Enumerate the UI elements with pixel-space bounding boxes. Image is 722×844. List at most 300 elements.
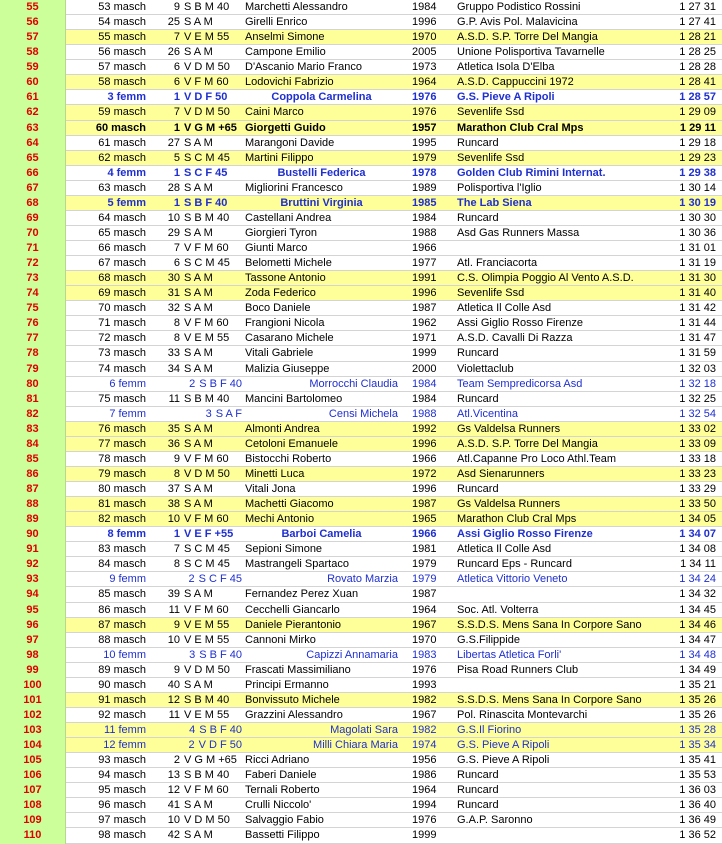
athlete-name-cell: Bruttini Virginia bbox=[280, 196, 363, 209]
category-label: S A M bbox=[184, 799, 213, 812]
category-label: V D M 50 bbox=[184, 61, 230, 74]
birth-year-cell: 1996 bbox=[412, 16, 437, 29]
athlete-name-cell: Crulli Niccolo' bbox=[245, 799, 312, 812]
gender-rank-cell: 89 masch bbox=[98, 663, 146, 676]
table-row bbox=[0, 422, 722, 437]
category-label: V E F +55 bbox=[184, 528, 234, 541]
finish-time-cell: 1 34 24 bbox=[679, 573, 716, 586]
athlete-name-cell: Frangioni Nicola bbox=[245, 317, 325, 330]
gender-rank-cell: 62 masch bbox=[98, 151, 146, 164]
position-cell: 94 bbox=[0, 587, 66, 602]
category-label: S A M bbox=[184, 362, 213, 375]
category-rank: 6 bbox=[173, 76, 180, 89]
birth-year-cell: 2005 bbox=[412, 46, 437, 59]
position-cell: 97 bbox=[0, 633, 66, 648]
club-cell: Runcard Eps - Runcard bbox=[457, 558, 572, 571]
table-row bbox=[0, 648, 722, 663]
category-label: S C M 45 bbox=[184, 151, 230, 164]
category-cell bbox=[150, 60, 242, 75]
gender-rank-cell: 96 masch bbox=[98, 799, 146, 812]
category-rank: 2 bbox=[188, 739, 195, 752]
category-label: S A M bbox=[184, 678, 213, 691]
club-cell: Runcard bbox=[457, 483, 499, 495]
position-cell: 104 bbox=[0, 738, 66, 753]
position-cell: 92 bbox=[0, 557, 66, 572]
club-cell: S.S.D.S. Mens Sana In Corpore Sano bbox=[457, 693, 642, 706]
athlete-name-cell: Boco Daniele bbox=[245, 302, 311, 315]
position-cell: 95 bbox=[0, 603, 66, 618]
position-cell: 77 bbox=[0, 331, 66, 346]
athlete-name-cell: Casarano Michele bbox=[245, 332, 334, 345]
category-cell bbox=[150, 407, 242, 422]
club-cell: G.P. Avis Pol. Malavicina bbox=[457, 16, 578, 29]
athlete-name-cell: D'Ascanio Mario Franco bbox=[245, 61, 363, 74]
table-row bbox=[0, 783, 722, 798]
birth-year-cell: 1984 bbox=[412, 1, 437, 13]
category-cell bbox=[150, 693, 242, 708]
position-cell: 81 bbox=[0, 392, 66, 407]
category-cell bbox=[150, 723, 242, 738]
category-cell bbox=[150, 813, 242, 828]
table-row bbox=[0, 708, 722, 723]
birth-year-cell: 1977 bbox=[412, 257, 437, 270]
category-label: V D M 50 bbox=[184, 814, 230, 827]
athlete-name-cell: Mechi Antonio bbox=[245, 513, 315, 526]
category-cell bbox=[150, 633, 242, 648]
club-cell: Runcard bbox=[457, 211, 499, 224]
category-rank: 10 bbox=[167, 814, 180, 827]
finish-time-cell: 1 31 01 bbox=[679, 242, 716, 254]
table-row bbox=[0, 211, 722, 226]
athlete-name-cell: Salvaggio Fabio bbox=[245, 814, 324, 827]
category-cell bbox=[150, 15, 242, 30]
birth-year-cell: 1956 bbox=[412, 754, 437, 767]
category-cell bbox=[150, 45, 242, 60]
finish-time-cell: 1 33 02 bbox=[679, 422, 716, 435]
category-label: S B F 40 bbox=[199, 724, 242, 736]
birth-year-cell: 1992 bbox=[412, 422, 437, 435]
category-label: V D F 50 bbox=[184, 91, 228, 104]
club-cell: Assi Giglio Rosso Firenze bbox=[457, 317, 583, 330]
finish-time-cell: 1 33 23 bbox=[679, 467, 716, 480]
table-row bbox=[0, 482, 722, 497]
athlete-name-cell: Barboi Camelia bbox=[281, 528, 362, 541]
gender-rank-cell: 64 masch bbox=[98, 211, 146, 224]
position-cell: 100 bbox=[0, 678, 66, 693]
table-row bbox=[0, 693, 722, 708]
category-rank: 3 bbox=[205, 407, 212, 420]
athlete-name-cell: Marangoni Davide bbox=[245, 136, 335, 149]
category-cell bbox=[150, 271, 242, 286]
athlete-name-cell: Ricci Adriano bbox=[245, 754, 310, 767]
finish-time-cell: 1 36 40 bbox=[679, 799, 716, 812]
gender-rank-cell: 8 femm bbox=[107, 528, 146, 541]
position-cell: 76 bbox=[0, 316, 66, 331]
position-cell: 105 bbox=[0, 753, 66, 768]
category-rank: 38 bbox=[167, 498, 180, 511]
birth-year-cell: 1987 bbox=[412, 588, 437, 601]
finish-time-cell: 1 28 21 bbox=[679, 31, 716, 44]
club-cell: Sevenlife Ssd bbox=[457, 151, 525, 164]
category-label: S A M bbox=[184, 437, 213, 450]
category-rank: 8 bbox=[173, 558, 180, 571]
position-cell: 66 bbox=[0, 166, 66, 181]
birth-year-cell: 1976 bbox=[412, 106, 437, 119]
category-cell bbox=[150, 211, 242, 226]
category-cell bbox=[150, 603, 242, 618]
category-cell bbox=[150, 377, 242, 392]
category-cell bbox=[150, 497, 242, 512]
table-row bbox=[0, 572, 722, 587]
category-rank: 32 bbox=[167, 302, 180, 315]
gender-rank-cell: 69 masch bbox=[98, 287, 146, 300]
gender-rank-cell: 7 femm bbox=[109, 407, 146, 420]
category-rank: 25 bbox=[167, 16, 180, 29]
position-cell: 109 bbox=[0, 813, 66, 828]
club-cell: G.S. Pieve A Ripoli bbox=[457, 754, 550, 767]
birth-year-cell: 1966 bbox=[412, 528, 437, 541]
position-cell: 88 bbox=[0, 497, 66, 512]
finish-time-cell: 1 33 29 bbox=[679, 483, 716, 495]
club-cell bbox=[457, 678, 657, 693]
club-cell: Unione Polisportiva Tavarnelle bbox=[457, 46, 605, 59]
club-cell: Gs Valdelsa Runners bbox=[457, 422, 561, 435]
birth-year-cell: 1976 bbox=[412, 663, 437, 676]
club-cell: Gs Valdelsa Runners bbox=[457, 498, 561, 511]
category-rank: 9 bbox=[173, 663, 180, 676]
position-cell: 85 bbox=[0, 452, 66, 467]
category-rank: 2 bbox=[188, 573, 195, 586]
category-rank: 37 bbox=[167, 483, 180, 495]
category-rank: 1 bbox=[173, 91, 180, 104]
table-row bbox=[0, 105, 722, 120]
category-cell bbox=[150, 105, 242, 120]
category-label: V D M 50 bbox=[184, 467, 230, 480]
athlete-name-cell: Almonti Andrea bbox=[245, 422, 320, 435]
club-cell: G.S.Filippide bbox=[457, 633, 520, 646]
category-rank: 4 bbox=[189, 724, 196, 736]
table-row bbox=[0, 241, 722, 256]
table-row bbox=[0, 346, 722, 361]
position-cell: 102 bbox=[0, 708, 66, 723]
position-cell: 106 bbox=[0, 768, 66, 783]
gender-rank-cell: 95 masch bbox=[98, 784, 146, 797]
finish-time-cell: 1 34 08 bbox=[679, 543, 716, 556]
club-cell: Atl. Franciacorta bbox=[457, 257, 538, 270]
club-cell: G.A.P. Saronno bbox=[457, 814, 533, 827]
position-cell: 59 bbox=[0, 60, 66, 75]
category-label: S A M bbox=[184, 272, 213, 285]
gender-rank-cell: 79 masch bbox=[98, 467, 146, 480]
club-cell: G.S.Il Fiorino bbox=[457, 724, 522, 736]
category-rank: 7 bbox=[173, 31, 180, 44]
gender-rank-cell: 63 masch bbox=[98, 181, 146, 194]
position-cell: 70 bbox=[0, 226, 66, 241]
category-cell bbox=[150, 783, 242, 798]
category-rank: 10 bbox=[167, 211, 180, 224]
category-label: S C M 45 bbox=[184, 543, 230, 556]
table-row bbox=[0, 768, 722, 783]
category-cell bbox=[150, 738, 242, 753]
table-row bbox=[0, 497, 722, 512]
table-row bbox=[0, 316, 722, 331]
club-cell: Pisa Road Runners Club bbox=[457, 663, 579, 676]
category-rank: 9 bbox=[173, 452, 180, 465]
category-cell bbox=[150, 90, 242, 105]
gender-rank-cell: 88 masch bbox=[98, 633, 146, 646]
position-cell: 89 bbox=[0, 512, 66, 527]
birth-year-cell: 1966 bbox=[412, 242, 437, 254]
club-cell bbox=[457, 241, 657, 256]
club-cell: Polisportiva l'Iglio bbox=[457, 181, 542, 194]
athlete-name-cell: Mastrangeli Spartaco bbox=[245, 558, 349, 571]
club-cell bbox=[457, 587, 657, 602]
category-rank: 36 bbox=[167, 437, 180, 450]
finish-time-cell: 1 34 45 bbox=[679, 603, 716, 616]
birth-year-cell: 1986 bbox=[412, 769, 437, 782]
table-row bbox=[0, 30, 722, 45]
category-label: S A M bbox=[184, 136, 213, 149]
table-row bbox=[0, 136, 722, 151]
category-label: V D M 50 bbox=[184, 663, 230, 676]
category-rank: 2 bbox=[189, 377, 196, 390]
table-row bbox=[0, 452, 722, 467]
category-label: V D M 50 bbox=[184, 106, 230, 119]
birth-year-cell: 1999 bbox=[412, 829, 437, 842]
finish-time-cell: 1 35 26 bbox=[679, 693, 716, 706]
birth-year-cell: 1999 bbox=[412, 347, 437, 360]
athlete-name-cell: Cannoni Mirko bbox=[245, 633, 316, 646]
category-cell bbox=[150, 512, 242, 527]
club-cell: Marathon Club Cral Mps bbox=[457, 513, 577, 526]
position-cell: 64 bbox=[0, 136, 66, 151]
gender-rank-cell: 70 masch bbox=[98, 302, 146, 315]
athlete-name-cell: Principi Ermanno bbox=[245, 678, 329, 691]
table-row bbox=[0, 226, 722, 241]
gender-rank-cell: 93 masch bbox=[98, 754, 146, 767]
table-row bbox=[0, 377, 722, 392]
athlete-name-cell: Capizzi Annamaria bbox=[306, 648, 398, 661]
club-cell: Atletica Il Colle Asd bbox=[457, 302, 552, 315]
category-rank: 39 bbox=[167, 588, 180, 601]
table-row bbox=[0, 663, 722, 678]
finish-time-cell: 1 35 26 bbox=[679, 708, 716, 721]
gender-rank-cell: 67 masch bbox=[98, 257, 146, 270]
category-rank: 1 bbox=[173, 196, 180, 209]
club-cell: Team Sempredicorsa Asd bbox=[457, 377, 583, 390]
table-row bbox=[0, 467, 722, 482]
category-cell bbox=[150, 422, 242, 437]
gender-rank-cell: 58 masch bbox=[98, 76, 146, 89]
position-cell: 60 bbox=[0, 75, 66, 90]
finish-time-cell: 1 27 31 bbox=[679, 1, 716, 13]
category-label: V F M 60 bbox=[184, 317, 229, 330]
category-label: S C M 45 bbox=[184, 558, 230, 571]
birth-year-cell: 1994 bbox=[412, 799, 437, 812]
gender-rank-cell: 55 masch bbox=[98, 31, 146, 44]
category-label: V F M 60 bbox=[184, 452, 229, 465]
birth-year-cell: 1964 bbox=[412, 76, 437, 89]
athlete-name-cell: Minetti Luca bbox=[245, 467, 305, 480]
position-cell: 62 bbox=[0, 105, 66, 120]
category-label: V F M 60 bbox=[184, 76, 229, 89]
table-row bbox=[0, 331, 722, 346]
category-cell bbox=[150, 452, 242, 467]
finish-time-cell: 1 34 46 bbox=[679, 618, 716, 631]
category-rank: 10 bbox=[167, 633, 180, 646]
birth-year-cell: 1957 bbox=[412, 121, 437, 134]
table-row bbox=[0, 256, 722, 271]
club-cell: Pol. Rinascita Montevarchi bbox=[457, 708, 588, 721]
finish-time-cell: 1 35 28 bbox=[679, 724, 716, 736]
category-rank: 9 bbox=[173, 618, 180, 631]
athlete-name-cell: Giorgetti Guido bbox=[245, 121, 326, 134]
category-label: V E M 55 bbox=[184, 708, 230, 721]
position-cell: 67 bbox=[0, 181, 66, 196]
category-label: S A M bbox=[184, 226, 213, 239]
athlete-name-cell: Vitali Gabriele bbox=[245, 347, 314, 360]
position-cell: 83 bbox=[0, 422, 66, 437]
club-cell: Atletica Isola D'Elba bbox=[457, 61, 555, 74]
category-cell bbox=[150, 30, 242, 45]
category-cell bbox=[150, 316, 242, 331]
athlete-name-cell: Caini Marco bbox=[245, 106, 304, 119]
finish-time-cell: 1 36 52 bbox=[679, 829, 716, 842]
category-label: S A M bbox=[184, 46, 213, 59]
position-cell: 87 bbox=[0, 482, 66, 497]
finish-time-cell: 1 28 41 bbox=[679, 76, 716, 89]
gender-rank-cell: 91 masch bbox=[98, 693, 146, 706]
category-rank: 12 bbox=[167, 784, 180, 797]
category-cell bbox=[150, 482, 242, 497]
birth-year-cell: 1981 bbox=[412, 543, 437, 556]
club-cell: A.S.D. Cavalli Di Razza bbox=[457, 332, 573, 345]
gender-rank-cell: 86 masch bbox=[98, 603, 146, 616]
position-cell: 55 bbox=[0, 0, 66, 15]
finish-time-cell: 1 33 50 bbox=[679, 498, 716, 511]
gender-rank-cell: 83 masch bbox=[98, 543, 146, 556]
category-rank: 11 bbox=[168, 708, 180, 721]
finish-time-cell: 1 30 36 bbox=[679, 226, 716, 239]
table-row bbox=[0, 798, 722, 813]
finish-time-cell: 1 35 53 bbox=[679, 769, 716, 782]
finish-time-cell: 1 31 40 bbox=[679, 287, 716, 300]
category-label: V F M 60 bbox=[184, 242, 229, 254]
category-rank: 7 bbox=[173, 543, 180, 556]
category-label: V G M +65 bbox=[184, 121, 237, 134]
birth-year-cell: 1988 bbox=[412, 226, 437, 239]
category-cell bbox=[150, 362, 242, 377]
athlete-name-cell: Milli Chiara Maria bbox=[313, 739, 398, 752]
category-rank: 1 bbox=[173, 121, 180, 134]
gender-rank-cell: 66 masch bbox=[98, 242, 146, 254]
birth-year-cell: 1964 bbox=[412, 603, 437, 616]
finish-time-cell: 1 31 19 bbox=[679, 257, 716, 270]
table-row bbox=[0, 738, 722, 753]
athlete-name-cell: Grazzini Alessandro bbox=[245, 708, 343, 721]
club-cell: Libertas Atletica Forli' bbox=[457, 648, 562, 661]
gender-rank-cell: 54 masch bbox=[98, 16, 146, 29]
athlete-name-cell: Rovato Marzia bbox=[327, 573, 398, 586]
finish-time-cell: 1 34 47 bbox=[679, 633, 716, 646]
category-label: S A M bbox=[184, 347, 213, 360]
category-cell bbox=[150, 648, 242, 663]
gender-rank-cell: 68 masch bbox=[98, 272, 146, 285]
gender-rank-cell: 75 masch bbox=[98, 392, 146, 405]
category-rank: 8 bbox=[173, 317, 180, 330]
table-row bbox=[0, 542, 722, 557]
table-row bbox=[0, 15, 722, 30]
table-row bbox=[0, 587, 722, 602]
position-cell: 78 bbox=[0, 346, 66, 361]
athlete-name-cell: Fernandez Perez Xuan bbox=[245, 588, 359, 601]
gender-rank-cell: 80 masch bbox=[98, 483, 146, 495]
club-cell: G.S. Pieve A Ripoli bbox=[457, 739, 550, 752]
gender-rank-cell: 57 masch bbox=[98, 61, 146, 74]
category-rank: 30 bbox=[167, 272, 180, 285]
table-row bbox=[0, 723, 722, 738]
position-cell: 107 bbox=[0, 783, 66, 798]
table-row bbox=[0, 828, 722, 843]
category-rank: 12 bbox=[167, 693, 180, 706]
finish-time-cell: 1 27 41 bbox=[679, 16, 716, 29]
finish-time-cell: 1 34 11 bbox=[680, 558, 716, 571]
birth-year-cell: 1985 bbox=[412, 196, 437, 209]
club-cell: Runcard bbox=[457, 392, 499, 405]
club-cell: Assi Giglio Rosso Firenze bbox=[457, 528, 593, 541]
club-cell: Sevenlife Ssd bbox=[457, 106, 525, 119]
birth-year-cell: 1970 bbox=[412, 633, 437, 646]
athlete-name-cell: Castellani Andrea bbox=[245, 211, 332, 224]
finish-time-cell: 1 31 59 bbox=[679, 347, 716, 360]
finish-time-cell: 1 28 57 bbox=[679, 91, 716, 104]
category-rank: 1 bbox=[173, 528, 180, 541]
category-rank: 35 bbox=[167, 422, 180, 435]
birth-year-cell: 1989 bbox=[412, 181, 437, 194]
category-rank: 6 bbox=[173, 61, 180, 74]
birth-year-cell: 1976 bbox=[412, 814, 437, 827]
position-cell: 63 bbox=[0, 121, 66, 136]
gender-rank-cell: 78 masch bbox=[98, 452, 146, 465]
category-rank: 8 bbox=[173, 467, 180, 480]
position-cell: 93 bbox=[0, 572, 66, 587]
finish-time-cell: 1 33 18 bbox=[679, 452, 716, 465]
position-cell: 65 bbox=[0, 151, 66, 166]
finish-time-cell: 1 30 30 bbox=[679, 211, 716, 224]
birth-year-cell: 1967 bbox=[412, 708, 437, 721]
position-cell: 82 bbox=[0, 407, 66, 422]
gender-rank-cell: 84 masch bbox=[98, 558, 146, 571]
athlete-name-cell: Malizia Giuseppe bbox=[245, 362, 330, 375]
category-label: S A M bbox=[184, 181, 213, 194]
club-cell: G.S. Pieve A Ripoli bbox=[457, 91, 555, 104]
birth-year-cell: 1987 bbox=[412, 498, 437, 511]
table-row bbox=[0, 678, 722, 693]
table-row bbox=[0, 271, 722, 286]
birth-year-cell: 1995 bbox=[412, 136, 437, 149]
birth-year-cell: 1984 bbox=[412, 211, 437, 224]
position-cell: 91 bbox=[0, 542, 66, 557]
finish-time-cell: 1 34 05 bbox=[679, 513, 716, 526]
category-label: S A M bbox=[184, 16, 213, 29]
table-row bbox=[0, 813, 722, 828]
category-cell bbox=[150, 618, 242, 633]
athlete-name-cell: Coppola Carmelina bbox=[271, 91, 372, 104]
club-cell: Violettaclub bbox=[457, 362, 514, 375]
table-row bbox=[0, 75, 722, 90]
position-cell: 84 bbox=[0, 437, 66, 452]
gender-rank-cell: 4 femm bbox=[107, 166, 146, 179]
